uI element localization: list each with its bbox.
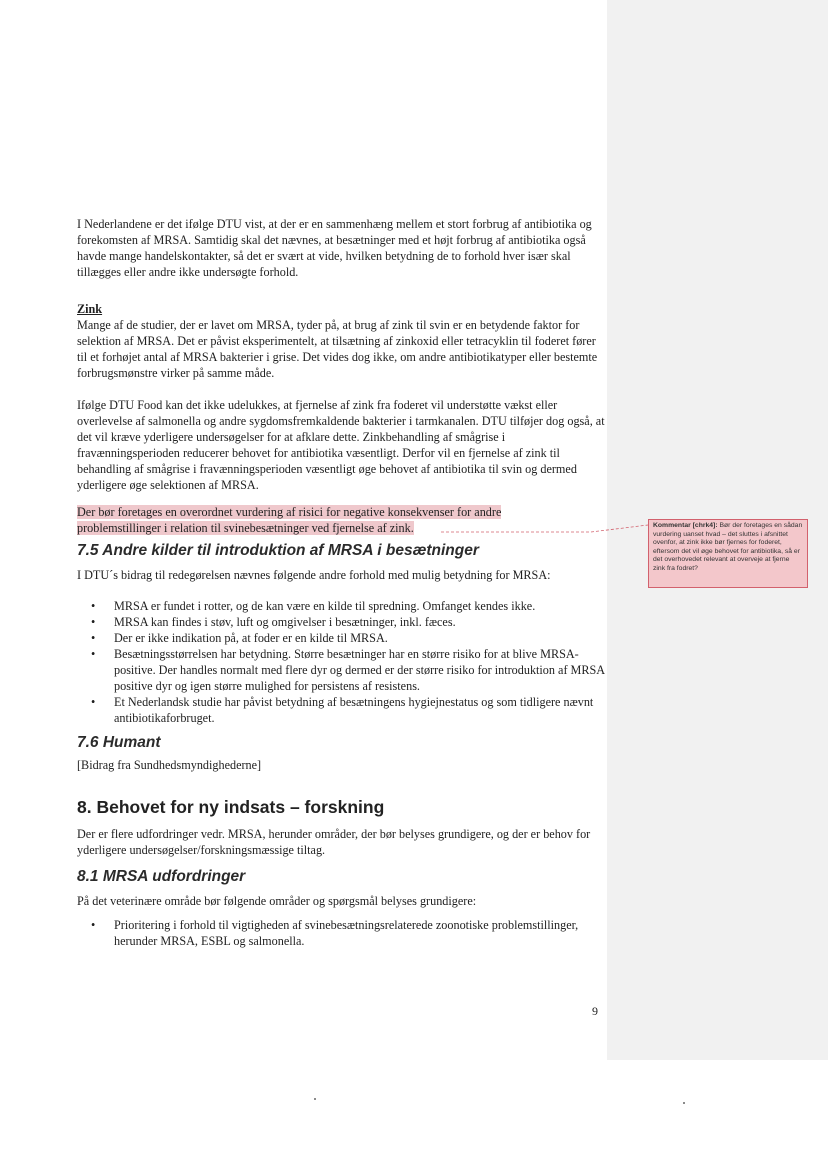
zink-heading: Zink bbox=[77, 302, 103, 316]
zink-paragraph-2: Ifølge DTU Food kan det ikke udelukkes, at fjernelse af zink fra foderet vil understøtte vækst eller overlevelse af salmonella og andre sygdomsfremkaldende bakterier i tarmkanalen. DTU tilføjer dog også, at det vil kræve yderligere undersøgelser for at afklare dette. Zinkbehandling af smågrise i fravænningsperioden reducerer behovet for antibiotika væsentligt. Derfor vil en fjernelse af zink til behandling af smågrise i fravænningsperioden væsentligt øge behovet af antibiotika til svin og dermed yderligere øge selektionen af MRSA. bbox=[77, 398, 605, 492]
section-7-5-list bbox=[77, 598, 607, 726]
section-7-6-text: [Bidrag fra Sundhedsmyndighederne] bbox=[77, 758, 262, 772]
section-8-1-heading: 8.1 MRSA udfordringer bbox=[77, 868, 246, 885]
comment-author-label: Kommentar [chrk4]: bbox=[653, 522, 718, 529]
scan-speck bbox=[314, 1098, 316, 1100]
section-7-6-heading: 7.6 Humant bbox=[77, 734, 161, 751]
list-item: • Besætningsstørrelsen har betydning. Større besætninger har en større risiko for at blive MRSA-positive. Der handles normalt med flere dyr og dermed er der større risiko for introduktion af MRSA positive dyr og igen større mulighed for persistens af resistens. bbox=[77, 646, 607, 694]
intro-paragraph: I Nederlandene er det ifølge DTU vist, at der er en sammenhæng mellem et stort forbrug af antibiotika og forekomsten af MRSA. Samtidig skal det nævnes, at besætninger med et højt forbrug af antibiotika også havde mange handelskontakter, så det er svært at vide, hvilken betydning de to forhold hver især skal tillægges eller andre ikke undersøgte forhold. bbox=[77, 217, 592, 279]
list-item: • MRSA kan findes i støv, luft og omgivelser i besætninger, inkl. fæces. bbox=[77, 614, 607, 630]
section-7-5-heading: 7.5 Andre kilder til introduktion af MRSA i besætninger bbox=[77, 542, 479, 559]
highlight-line-2: problemstillinger i relation til svinebesætninger ved fjernelse af zink. bbox=[77, 521, 414, 535]
section-7-5-intro: I DTU´s bidrag til redegørelsen nævnes følgende andre forhold med mulig betydning for MRSA: bbox=[77, 568, 551, 582]
list-item: • Et Nederlandsk studie har påvist betydning af besætningens hygiejnestatus og som tidligere nævnt antibiotikaforbruget. bbox=[77, 694, 607, 726]
section-zink bbox=[77, 301, 607, 381]
highlight-line-1: Der bør foretages en overordnet vurdering af risici for negative konsekvenser for andre bbox=[77, 505, 502, 519]
list-item: • Der er ikke indikation på, at foder er en kilde til MRSA. bbox=[77, 630, 607, 646]
scan-speck bbox=[683, 1102, 685, 1104]
section-8-text: Der er flere udfordringer vedr. MRSA, herunder områder, der bør belyses grundigere, og der er behov for yderligere undersøgelser/forskningsmæssige tiltag. bbox=[77, 827, 591, 857]
review-comment-balloon[interactable] bbox=[648, 519, 808, 588]
section-8-heading: 8. Behovet for ny indsats – forskning bbox=[77, 797, 385, 817]
list-item: • MRSA er fundet i rotter, og de kan være en kilde til spredning. Omfanget kendes ikke. bbox=[77, 598, 607, 614]
comment-text: Bør der foretages en sådan vurdering uanset hvad – det sluttes i afsnittet ovenfor, at zink ikke bør fjernes for foderet, eftersom det vil øge behovet for antibiotika, så er det overhovedet relevant at overveje at fjerne zink fra fodret? bbox=[653, 522, 803, 572]
zink-paragraph-1: Mange af de studier, der er lavet om MRSA, tyder på, at brug af zink til svin er en betydende faktor for selektion af MRSA. Det er påvist eksperimentelt, at tilsætning af zinkoxid eller tetracyklin til foderet fører til et forhøjet antal af MRSA bakterier i grise. Det vides dog ikke, om andre antibiotikatyper eller bestemte forbrugsmønstre virker på samme måde. bbox=[77, 318, 598, 380]
comment-connector-line bbox=[441, 519, 648, 533]
section-8-1-intro: På det veterinære område bør følgende områder og spørgsmål belyses grundigere: bbox=[77, 894, 477, 908]
section-8-1-list bbox=[77, 917, 607, 949]
page-number: 9 bbox=[592, 1004, 598, 1018]
list-item: • Prioritering i forhold til vigtigheden af svinebesætningsrelaterede zoonotiske problemstillinger, herunder MRSA, ESBL og salmonella. bbox=[77, 917, 607, 949]
